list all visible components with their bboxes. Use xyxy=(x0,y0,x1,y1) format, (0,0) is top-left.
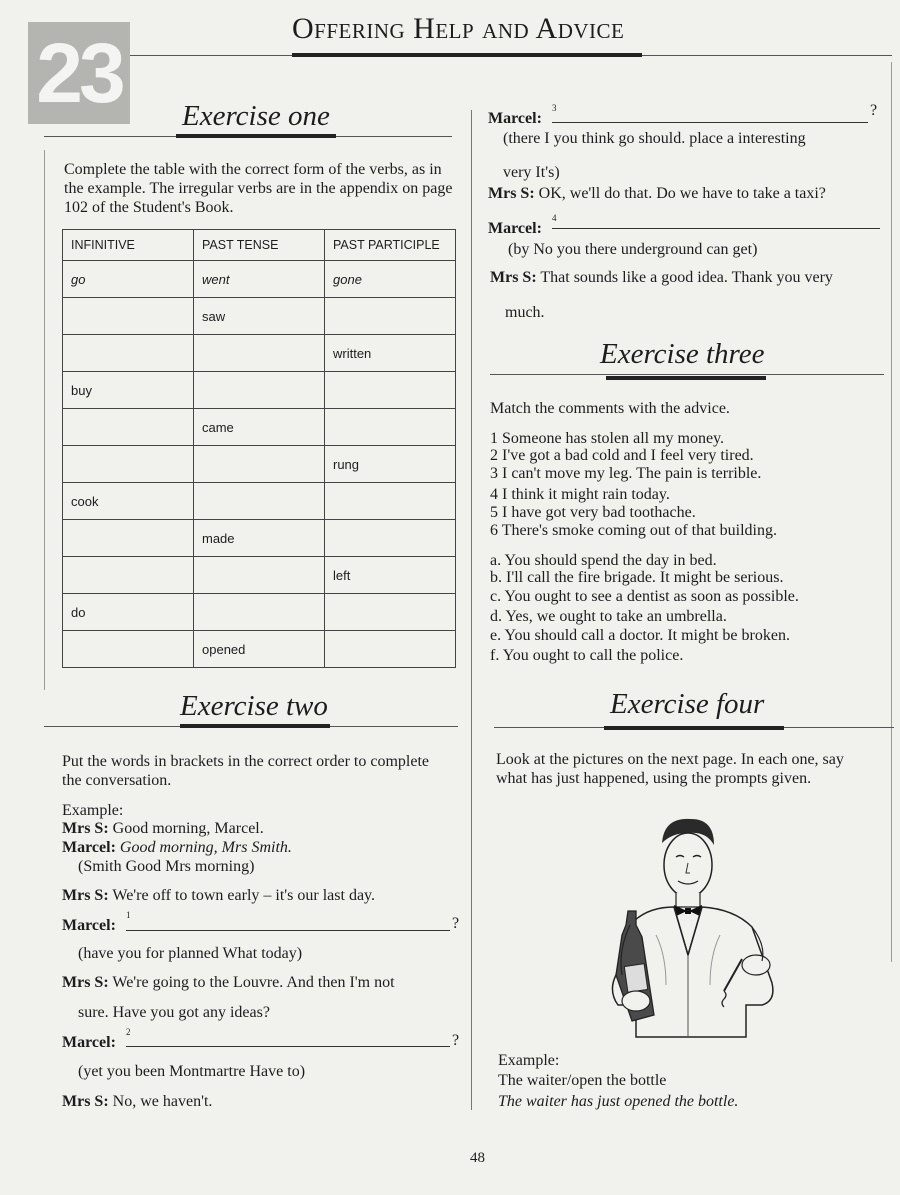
table-row xyxy=(63,557,456,594)
list-item: 3 I can't move my leg. The pain is terrible. xyxy=(490,465,762,482)
list-item: 5 I have got very bad toothache. xyxy=(490,504,696,521)
table-row xyxy=(63,298,456,335)
speaker-label: Mrs S: xyxy=(62,820,109,837)
gap-prompt: (there I you think go should. place a interesting xyxy=(503,130,806,147)
table-cell: saw xyxy=(194,298,325,335)
column-header-past-participle: PAST PARTICIPLE xyxy=(325,230,456,261)
table-cell[interactable] xyxy=(325,520,456,557)
speaker-label: Marcel: xyxy=(488,110,542,127)
table-cell[interactable] xyxy=(194,483,325,520)
table-row xyxy=(63,483,456,520)
dialogue-text: OK, we'll do that. Do we have to take a taxi? xyxy=(538,185,826,202)
table-row xyxy=(63,409,456,446)
table-cell[interactable] xyxy=(194,446,325,483)
table-cell: buy xyxy=(63,372,194,409)
dialogue-text: We're off to town early – it's our last day. xyxy=(112,887,376,904)
table-cell[interactable] xyxy=(194,335,325,372)
table-cell: gone xyxy=(325,261,456,298)
table-cell[interactable] xyxy=(194,372,325,409)
table-row xyxy=(63,261,456,298)
example-line xyxy=(62,819,264,838)
table-cell[interactable] xyxy=(325,409,456,446)
table-cell[interactable] xyxy=(63,557,194,594)
exercise-four-title: Exercise four xyxy=(610,688,765,720)
dialogue-line xyxy=(62,1092,212,1111)
gap-number: 1 xyxy=(126,910,131,920)
table-cell[interactable] xyxy=(325,372,456,409)
page-title: Offering Help and Advice xyxy=(292,12,625,45)
table-row xyxy=(63,335,456,372)
table-cell: left xyxy=(325,557,456,594)
table-cell[interactable] xyxy=(63,631,194,668)
waiter-illustration xyxy=(596,815,806,1045)
exercise-four-underline xyxy=(604,726,784,730)
exercise-three-underline xyxy=(606,376,766,380)
example-label: Example: xyxy=(62,802,124,819)
table-row xyxy=(63,594,456,631)
table-cell: go xyxy=(63,261,194,298)
table-cell: do xyxy=(63,594,194,631)
gap-number: 4 xyxy=(552,213,557,223)
table-row xyxy=(63,631,456,668)
table-cell[interactable] xyxy=(325,483,456,520)
gap-number: 3 xyxy=(552,103,557,113)
gap-prompt: very It's) xyxy=(503,164,560,181)
example-answer: The waiter has just opened the bottle. xyxy=(498,1093,739,1110)
exercise-three-rule xyxy=(490,374,884,375)
page-frame-right xyxy=(891,62,892,962)
example-label: Example: xyxy=(498,1052,560,1069)
answer-blank-1[interactable] xyxy=(126,930,450,931)
table-cell[interactable] xyxy=(194,557,325,594)
exercise-frame-left xyxy=(44,150,45,690)
list-item: 1 Someone has stolen all my money. xyxy=(490,430,725,447)
dialogue-line xyxy=(488,184,826,203)
title-underline xyxy=(292,53,642,57)
dialogue-line xyxy=(62,973,395,992)
speaker-label: Mrs S: xyxy=(490,269,537,286)
list-item: d. Yes, we ought to take an umbrella. xyxy=(490,608,727,625)
speaker-label: Mrs S: xyxy=(62,887,109,904)
list-item: 2 I've got a bad cold and I feel very tired. xyxy=(490,447,754,464)
list-item: f. You ought to call the police. xyxy=(490,647,684,664)
unit-number-badge: 23 xyxy=(28,22,130,124)
table-cell[interactable] xyxy=(194,594,325,631)
dialogue-text: That sounds like a good idea. Thank you very xyxy=(540,269,833,286)
table-cell: written xyxy=(325,335,456,372)
table-row xyxy=(63,520,456,557)
example-prompt: The waiter/open the bottle xyxy=(498,1072,667,1089)
exercise-two-instructions: Put the words in brackets in the correct order to complete the conversation. xyxy=(62,753,429,789)
column-header-infinitive: INFINITIVE xyxy=(63,230,194,261)
list-item: 4 I think it might rain today. xyxy=(490,486,670,503)
table-cell[interactable] xyxy=(325,298,456,335)
exercise-three-instructions: Match the comments with the advice. xyxy=(490,400,730,417)
speaker-label: Mrs S: xyxy=(62,1093,109,1110)
list-item: e. You should call a doctor. It might be broken. xyxy=(490,627,790,644)
dialogue-text: Good morning, Marcel. xyxy=(112,820,264,837)
exercise-four-instructions: Look at the pictures on the next page. In each one, say what has just happened, using the prompts given. xyxy=(496,751,844,787)
list-item: a. You should spend the day in bed. xyxy=(490,552,717,569)
table-cell: went xyxy=(194,261,325,298)
exercise-two-title: Exercise two xyxy=(180,690,328,722)
gap-number: 2 xyxy=(126,1027,131,1037)
example-answer: Good morning, Mrs Smith. xyxy=(119,839,292,856)
gap-end-mark: ? xyxy=(452,915,460,932)
exercise-one-title: Exercise one xyxy=(182,100,330,132)
gap-prompt: (yet you been Montmartre Have to) xyxy=(78,1063,306,1080)
speaker-label: Marcel: xyxy=(62,917,116,934)
speaker-label: Marcel: xyxy=(62,839,116,856)
table-cell[interactable] xyxy=(63,335,194,372)
answer-blank-3[interactable] xyxy=(552,122,868,123)
table-cell[interactable] xyxy=(325,631,456,668)
table-cell: opened xyxy=(194,631,325,668)
gap-end-mark: ? xyxy=(870,102,878,119)
list-item: c. You ought to see a dentist as soon as possible. xyxy=(490,588,799,605)
table-row xyxy=(63,372,456,409)
dialogue-text: sure. Have you got any ideas? xyxy=(78,1004,270,1021)
dialogue-text: much. xyxy=(505,304,545,321)
column-header-past-tense: PAST TENSE xyxy=(194,230,325,261)
exercise-one-instructions: Complete the table with the correct form of the verbs, as in the example. The irregular verbs are in the appendix on page 102 of the Student's Book. xyxy=(64,161,453,216)
table-row xyxy=(63,446,456,483)
list-item: b. I'll call the fire brigade. It might be serious. xyxy=(490,569,784,586)
gap-prompt: (by No you there underground can get) xyxy=(508,241,758,258)
exercise-three-title: Exercise three xyxy=(600,338,765,370)
dialogue-line xyxy=(62,886,375,905)
table-cell: rung xyxy=(325,446,456,483)
table-cell: cook xyxy=(63,483,194,520)
dialogue-line xyxy=(490,268,833,287)
example-prompt: (Smith Good Mrs morning) xyxy=(78,858,255,875)
gap-prompt: (have you for planned What today) xyxy=(78,945,303,962)
speaker-label: Mrs S: xyxy=(62,974,109,991)
table-cell[interactable] xyxy=(63,446,194,483)
table-header-row xyxy=(63,230,456,261)
page-number: 48 xyxy=(470,1150,485,1166)
speaker-label: Marcel: xyxy=(488,220,542,237)
table-cell[interactable] xyxy=(63,298,194,335)
example-line xyxy=(62,838,292,857)
table-cell[interactable] xyxy=(325,594,456,631)
dialogue-text: We're going to the Louvre. And then I'm not xyxy=(112,974,395,991)
verb-table xyxy=(62,229,456,668)
exercise-one-underline xyxy=(176,134,336,138)
answer-blank-2[interactable] xyxy=(126,1046,450,1047)
answer-blank-4[interactable] xyxy=(552,228,880,229)
speaker-label: Marcel: xyxy=(62,1034,116,1051)
table-cell: made xyxy=(194,520,325,557)
table-cell[interactable] xyxy=(63,409,194,446)
table-cell[interactable] xyxy=(63,520,194,557)
dialogue-text: No, we haven't. xyxy=(112,1093,213,1110)
speaker-label: Mrs S: xyxy=(488,185,535,202)
column-divider xyxy=(471,110,472,1110)
table-cell: came xyxy=(194,409,325,446)
list-item: 6 There's smoke coming out of that building. xyxy=(490,522,777,539)
gap-end-mark: ? xyxy=(452,1032,460,1049)
exercise-two-underline xyxy=(180,724,330,728)
